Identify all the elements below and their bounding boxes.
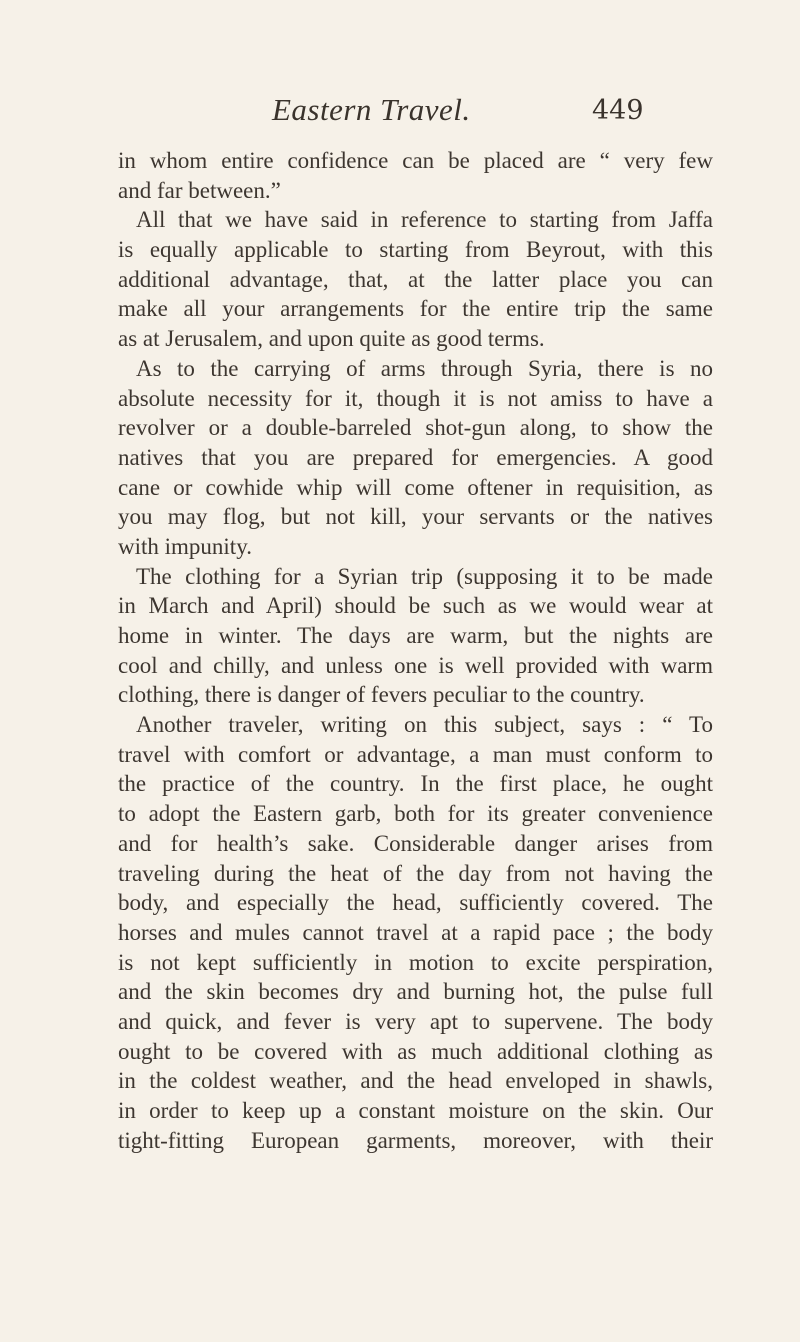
text-line: home in winter. The days are warm, but the nights are [118, 623, 713, 648]
page-number: 449 [592, 95, 644, 126]
body-text [118, 146, 713, 1155]
text-line: in whom entire confidence can be placed are “ very few [118, 148, 713, 173]
text-line: as at Jerusalem, and upon quite as good terms. [118, 326, 545, 352]
text-line: travel with comfort or advantage, a man must conform to [118, 741, 713, 767]
text-line: tight-fitting European garments, moreover, with their [118, 1127, 713, 1153]
text-line: and far between.” [118, 177, 281, 203]
text-line: is not kept sufficiently in motion to excite perspiration, [118, 949, 713, 975]
text-line: ought to be covered with as much additional clothing as [118, 1038, 713, 1064]
text-line: Another traveler, writing on this subject, says : “ To [136, 712, 713, 738]
text-line: and for health’s sake. Considerable danger arises from [118, 830, 713, 856]
text-line: body, and especially the head, sufficiently covered. The [118, 890, 713, 916]
text-line: cool and chilly, and unless one is well provided with warm [118, 652, 713, 678]
text-line: natives that you are prepared for emergencies. A good [118, 444, 713, 470]
text-line: revolver or a double-barreled shot-gun along, to show the [118, 415, 713, 441]
text-line: horses and mules cannot travel at a rapid pace ; the body [118, 919, 713, 945]
text-line: and quick, and fever is very apt to supervene. The body [118, 1008, 713, 1034]
text-line: As to the carrying of arms through Syria, there is no [136, 355, 713, 381]
text-line: make all your arrangements for the entire trip the same [118, 296, 713, 322]
running-title: Eastern Travel. [272, 92, 471, 127]
running-head [0, 92, 800, 132]
text-line: you may flog, but not kill, your servants or the natives [118, 504, 713, 530]
text-line: in March and April) should be such as we would wear at [118, 593, 713, 619]
text-line: traveling during the heat of the day from not having the [118, 860, 713, 886]
text-line: The clothing for a Syrian trip (supposing it to be made [136, 563, 713, 589]
text-line: with impunity. [118, 533, 252, 559]
text-line: and the skin becomes dry and burning hot, the pulse full [118, 979, 713, 1005]
text-line: additional advantage, that, at the latter place you can [118, 266, 713, 292]
text-line: clothing, there is danger of fevers peculiar to the country. [118, 682, 645, 708]
text-line: in the coldest weather, and the head enveloped in shawls, [118, 1068, 713, 1094]
text-line: cane or cowhide whip will come oftener in requisition, as [118, 474, 713, 500]
text-line: to adopt the Eastern garb, both for its greater convenience [118, 801, 713, 827]
text-line: in order to keep up a constant moisture on the skin. Our [118, 1098, 713, 1123]
text-line: the practice of the country. In the first place, he ought [118, 771, 713, 797]
text-line: absolute necessity for it, though it is not amiss to have a [118, 385, 713, 411]
text-line: is equally applicable to starting from Beyrout, with this [118, 237, 713, 263]
text-line: All that we have said in reference to starting from Jaffa [136, 207, 713, 233]
